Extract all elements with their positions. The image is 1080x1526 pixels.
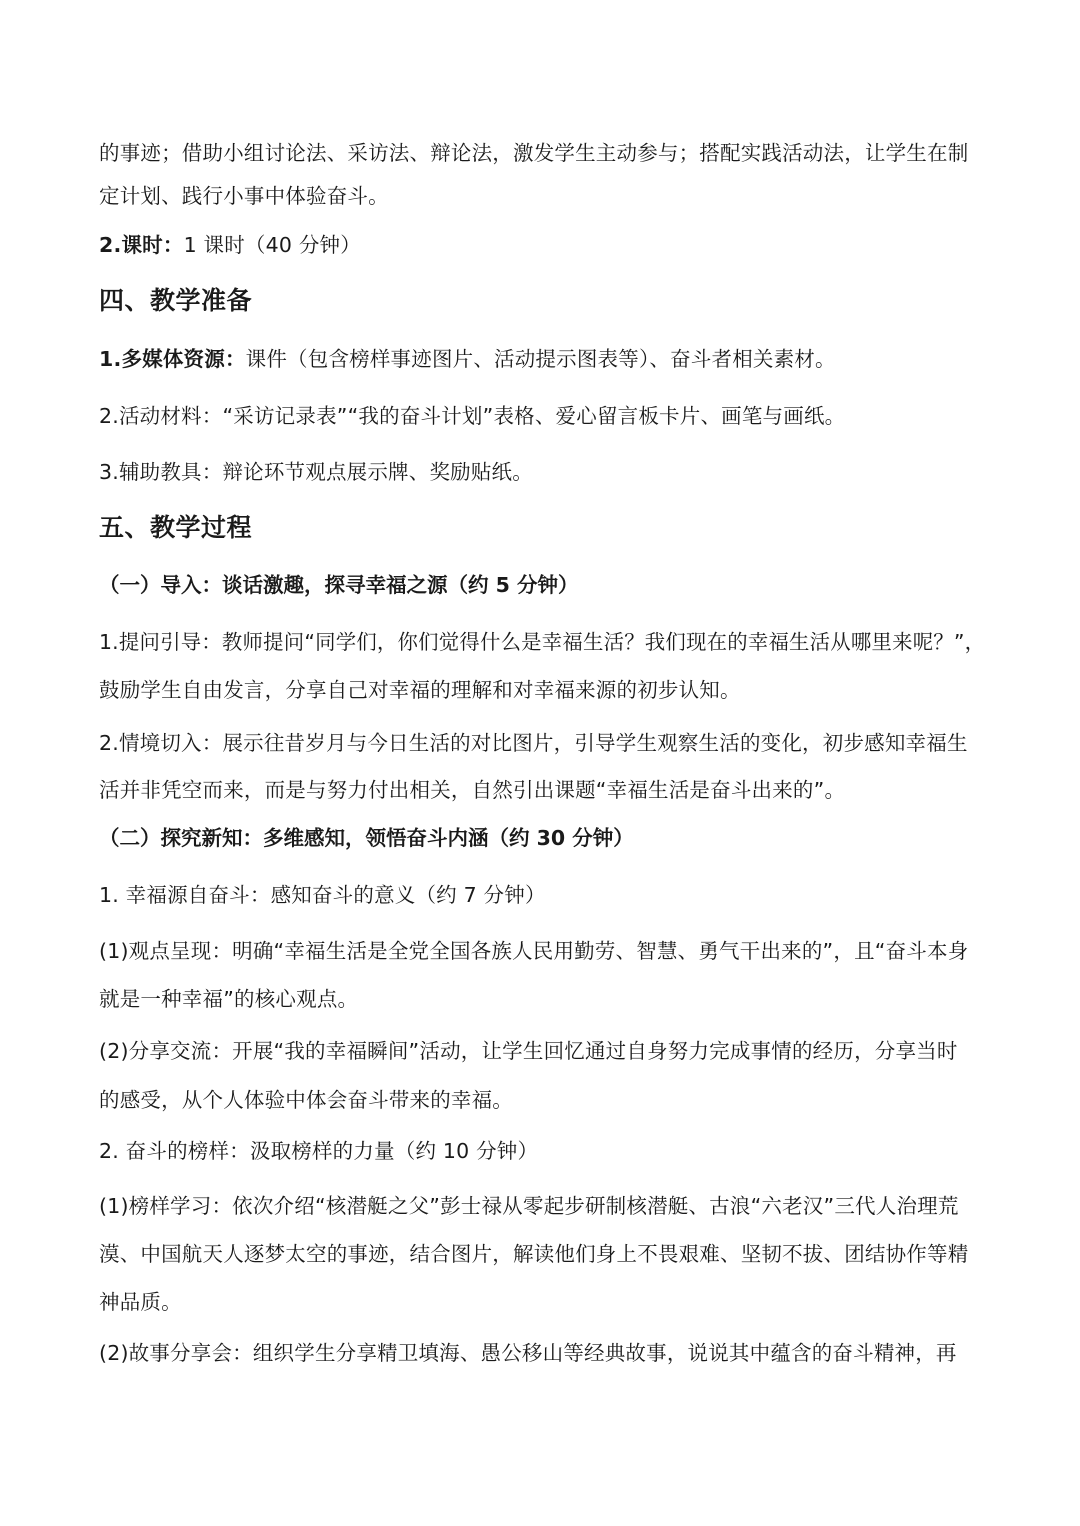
text-line: 的感受，从个人体验中体会奋斗带来的幸福。 xyxy=(99,1088,513,1112)
text-line: (1)榜样学习：依次介绍“核潜艇之父”彭士禄从零起步研制核潜艇、古浪“六老汉”三代人治理荒 xyxy=(99,1194,959,1218)
text-line: 3.辅助教具：辩论环节观点展示牌、奖励贴纸。 xyxy=(99,460,533,484)
text-line: 1.提问引导：教师提问“同学们，你们觉得什么是幸福生活？我们现在的幸福生活从哪里来呢？”， xyxy=(99,630,986,654)
item-text: 课件（包含榜样事迹图片、活动提示图表等）、奋斗者相关素材。 xyxy=(245,347,836,371)
text-line: 2.活动材料：“采访记录表”“我的奋斗计划”表格、爱心留言板卡片、画笔与画纸。 xyxy=(99,404,846,428)
text-line: 活并非凭空而来，而是与努力付出相关，自然引出课题“幸福生活是奋斗出来的”。 xyxy=(99,778,846,802)
text-line: 的事迹；借助小组讨论法、采访法、辩论法，激发学生主动参与；搭配实践活动法，让学生在制 xyxy=(99,141,969,165)
item-label: 2.课时： xyxy=(99,233,184,257)
section-heading: 五、教学过程 xyxy=(99,513,253,542)
item-text: 1 课时（40 分钟） xyxy=(183,233,361,257)
text-line: (1)观点呈现：明确“幸福生活是全党全国各族人民用勤劳、智慧、勇气干出来的”，且“奋斗本身 xyxy=(99,939,969,963)
text-line: 2. 奋斗的榜样：汲取榜样的力量（约 10 分钟） xyxy=(99,1139,539,1163)
text-line: 定计划、践行小事中体验奋斗。 xyxy=(99,184,389,208)
subsection-heading: （二）探究新知：多维感知，领悟奋斗内涵（约 30 分钟） xyxy=(99,826,634,850)
text-line: 漠、中国航天人逐梦太空的事迹，结合图片，解读他们身上不畏艰难、坚韧不拔、团结协作等精 xyxy=(99,1242,969,1266)
section-heading: 四、教学准备 xyxy=(99,286,253,315)
text-line xyxy=(99,345,836,373)
text-line: (2)故事分享会：组织学生分享精卫填海、愚公移山等经典故事，说说其中蕴含的奋斗精神，再 xyxy=(99,1341,957,1365)
text-line: 1. 幸福源自奋斗：感知奋斗的意义（约 7 分钟） xyxy=(99,883,546,907)
text-line: 2.情境切入：展示往昔岁月与今日生活的对比图片，引导学生观察生活的变化，初步感知幸福生 xyxy=(99,731,968,755)
subsection-heading: （一）导入：谈话激趣，探寻幸福之源（约 5 分钟） xyxy=(99,573,579,597)
item-label: 1.多媒体资源： xyxy=(99,347,246,371)
text-line: (2)分享交流：开展“我的幸福瞬间”活动，让学生回忆通过自身努力完成事情的经历，分享当时 xyxy=(99,1039,958,1063)
text-line: 鼓励学生自由发言，分享自己对幸福的理解和对幸福来源的初步认知。 xyxy=(99,678,741,702)
text-line xyxy=(99,231,361,259)
text-line: 就是一种幸福”的核心观点。 xyxy=(99,987,359,1011)
text-line: 神品质。 xyxy=(99,1290,182,1314)
